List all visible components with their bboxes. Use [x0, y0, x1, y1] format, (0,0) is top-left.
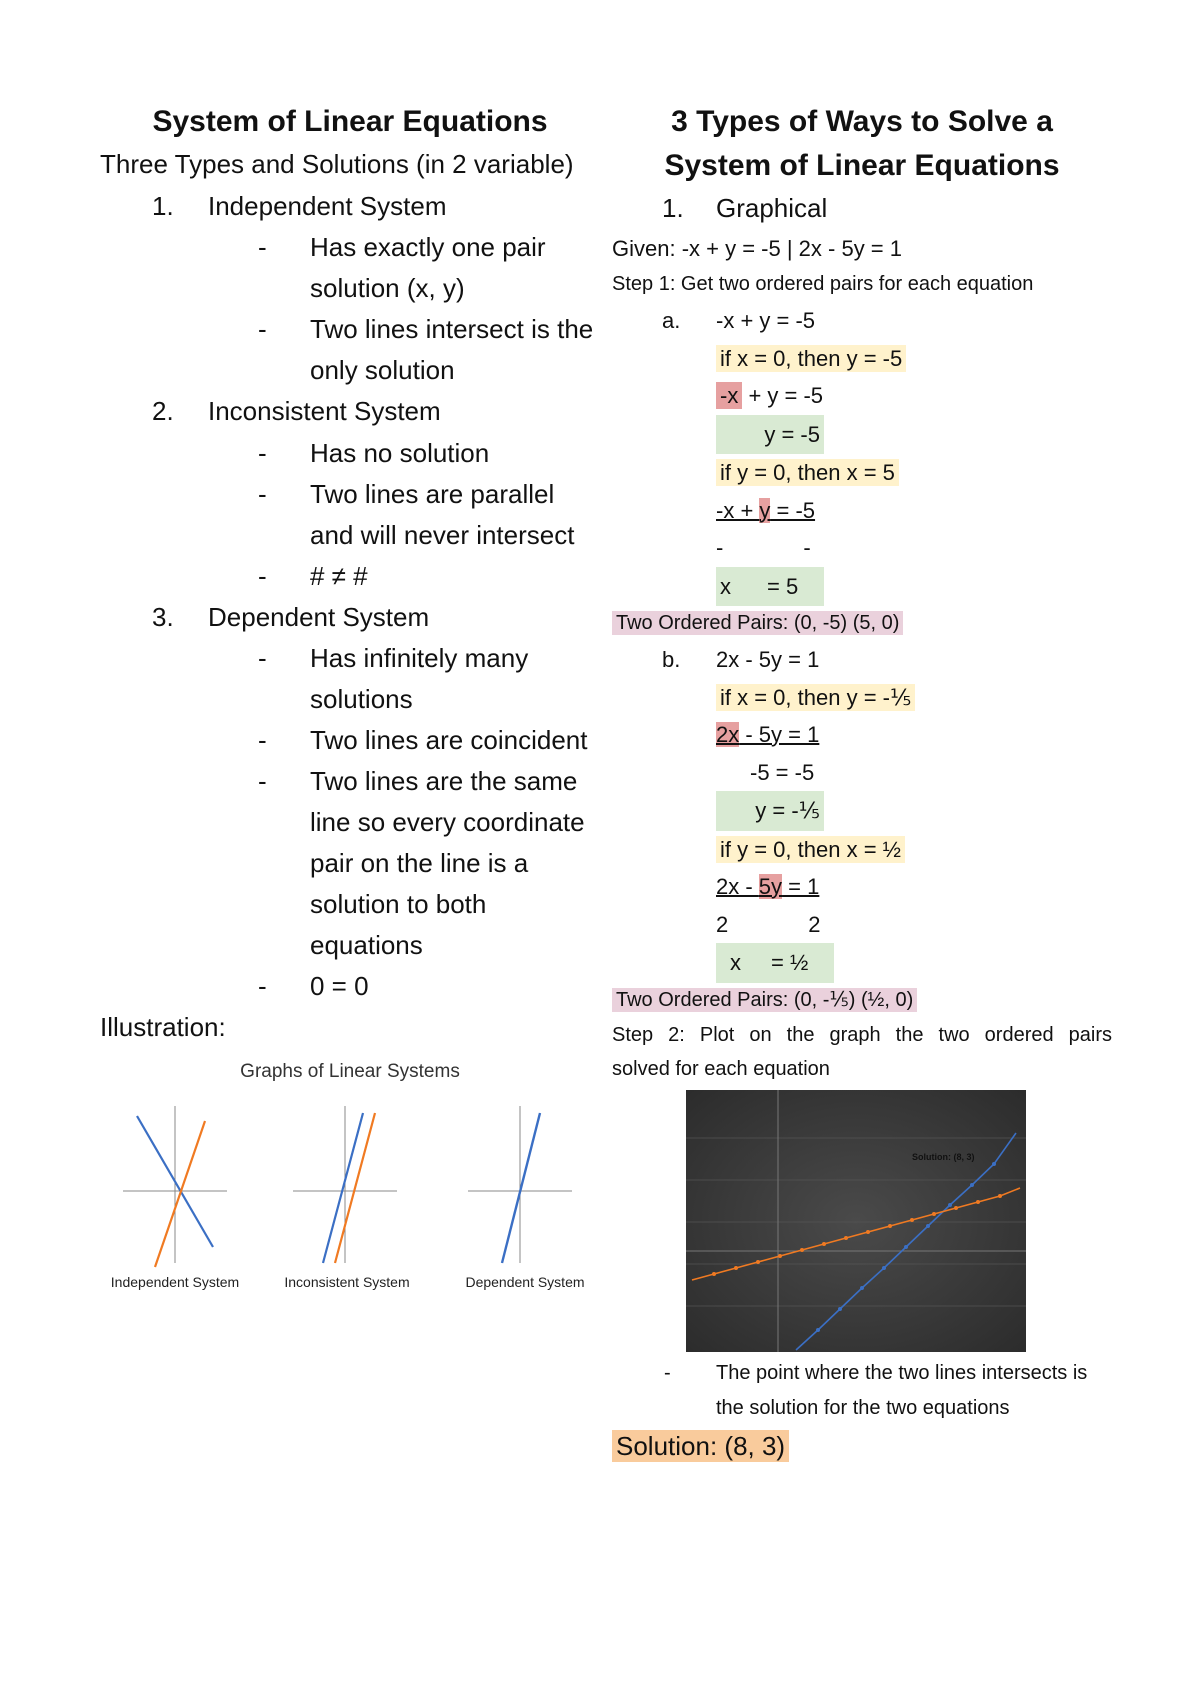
method-graphical	[612, 188, 1112, 230]
type-1-point-1: - Has exactly one pair solution (x, y)	[258, 232, 546, 303]
type-2	[100, 391, 600, 433]
part-b-if-x0: if x = 0, then y = -⅕	[612, 679, 1112, 717]
type-2-point-1: - Has no solution	[258, 437, 490, 468]
left-subtitle: Three Types and Solutions (in 2 variable)	[100, 149, 574, 179]
type-1-point-2: - Two lines intersect is the only solution	[258, 314, 594, 385]
graph-inconsistent	[293, 1106, 397, 1263]
part-b-sub-2: 2x - 5y = 1	[716, 874, 820, 899]
inconsistent-orange-line	[335, 1113, 375, 1263]
part-a-if-y0: if y = 0, then x = 5	[612, 454, 1112, 492]
type-2-point-2: - Two lines are parallel and will never intersect	[258, 478, 575, 550]
part-a-result-1: y = -5	[612, 415, 1112, 455]
part-a-ordered-pairs: Two Ordered Pairs: (0, -5) (5, 0)	[612, 606, 1112, 641]
type-2-num: 2.	[152, 396, 174, 426]
type-1-name: Independent System	[208, 190, 447, 221]
right-title-line-1: 3 Types of Ways to Solve a	[671, 105, 1053, 138]
part-a-label: a.	[662, 308, 681, 333]
part-b-equation: b. 2x - 5y = 1	[612, 641, 1112, 679]
part-a-minus: - -	[716, 535, 811, 560]
part-b-if-y0: if y = 0, then x = ½	[612, 831, 1112, 869]
given-equations: Given: -x + y = -5 | 2x - 5y = 1	[612, 235, 902, 261]
part-b-sub-1: 2x - 5y = 1	[716, 722, 820, 747]
graph-solution-label: Solution: (8, 3)	[912, 1151, 975, 1162]
part-a-if-x0: if x = 0, then y = -5	[612, 340, 1112, 378]
note: - The point where the two lines intersects is the solution for the two equations	[664, 1361, 1088, 1419]
part-a-sub-1: -x + y = -5	[612, 377, 1112, 415]
part-b-divide-1: -5 = -5	[750, 759, 815, 785]
caption-independent: Independent System	[110, 1273, 240, 1290]
inconsistent-blue-line	[323, 1113, 363, 1263]
method-num: 1.	[662, 193, 684, 223]
type-3	[100, 597, 600, 639]
part-b-divide-2: 2 2	[716, 911, 821, 937]
figure-title: Graphs of Linear Systems	[240, 1060, 460, 1082]
type-1-num: 1.	[152, 190, 174, 221]
independent-orange-line	[155, 1121, 205, 1267]
step-2-line-1: Step 2: Plot on the graph the two ordered pairs	[612, 1023, 1112, 1046]
right-column	[612, 100, 1112, 1466]
type-1	[100, 186, 600, 228]
graph-dependent	[468, 1106, 572, 1263]
caption-inconsistent: Inconsistent System	[284, 1273, 410, 1290]
type-3-point-3: - Two lines are the same line so every coordinate pair on the line is a solution to both equations	[258, 766, 585, 960]
method-name: Graphical	[716, 193, 828, 223]
part-a-sub-2: -x + y = -5	[716, 497, 816, 523]
solution: Solution: (8, 3)	[612, 1426, 1112, 1466]
illustration-label: Illustration:	[100, 1012, 226, 1042]
left-title: System of Linear Equations	[152, 105, 548, 138]
caption-dependent: Dependent System	[465, 1273, 585, 1290]
step-2-line-2: solved for each equation	[612, 1057, 830, 1080]
left-column	[100, 100, 600, 1301]
type-2-name: Inconsistent System	[208, 396, 441, 426]
solution-graph	[686, 1090, 1026, 1352]
part-b-label: b.	[662, 647, 681, 672]
step-1: Step 1: Get two ordered pairs for each equation	[612, 273, 1034, 295]
type-2-point-3: - # ≠ #	[258, 560, 368, 591]
type-3-num: 3.	[152, 601, 174, 632]
dependent-line	[502, 1113, 540, 1263]
part-b-result-1: y = -⅕	[612, 791, 1112, 831]
type-3-point-2: - Two lines are coincident	[258, 725, 588, 755]
right-title-line-2: System of Linear Equations	[664, 149, 1060, 182]
part-b-result-2: x = ½	[612, 943, 1112, 983]
type-3-name: Dependent System	[208, 601, 430, 632]
part-b-ordered-pairs: Two Ordered Pairs: (0, -⅕) (½, 0)	[612, 983, 1112, 1018]
graph-independent	[123, 1106, 227, 1267]
type-3-point-1: - Has infinitely many solutions	[258, 643, 529, 714]
linear-systems-figure	[100, 1051, 600, 1301]
type-3-point-4: - 0 = 0	[258, 971, 369, 1001]
part-a-result-2: x = 5	[612, 567, 1112, 607]
part-a-equation: a. -x + y = -5	[612, 302, 1112, 340]
